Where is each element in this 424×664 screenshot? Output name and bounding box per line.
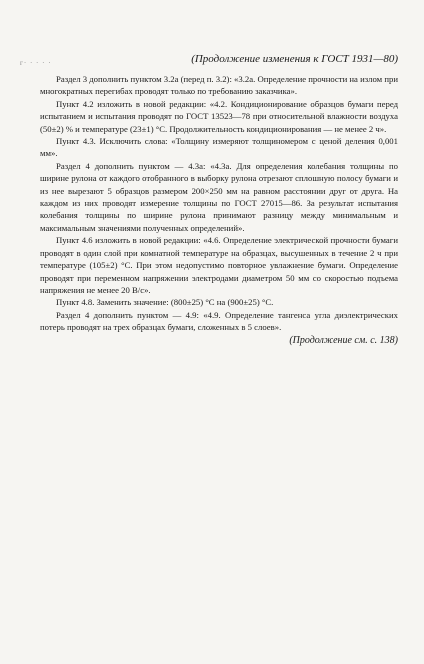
document-body [40,73,398,347]
paragraph-section3-3-2a: Раздел 3 дополнить пунктом 3.2а (перед п. 3.2): «3.2а. Определение прочности на излом при многократных перегибах проводят только по требованию заказчика». [40,74,398,97]
paragraph-item-4-6: Пункт 4.6 изложить в новой редакции: «4.6. Определение электрической прочности бумаги проводят в один слой при комнатной температуре на образцах, высушенных в течение 2 ч при температуре (105±2) °С. При этом недопустимо повторное увлажнение бумаги. Определение проводят при переменном напряжении электродами диаметром 50 мм со скоростью подъема напряжения не менее 20 В/с». [40,235,398,295]
page-header: (Продолжение изменения к ГОСТ 1931—80) [191,53,398,65]
corner-mark: г· · · · · [20,59,52,67]
paragraph-item-4-9: Раздел 4 дополнить пунктом — 4.9: «4.9. Определение тангенса угла диэлектрических потерь проводят на трех образцах бумаги, сложенных в 5 слоев». [40,309,398,333]
continuation-note: (Продолжение см. с. 138) [289,334,398,346]
paragraph-item-4-3a: Раздел 4 дополнить пунктом — 4.3а: «4.3а. Для определения колебания толщины по ширине рулона от каждого отобранного в выборку рулона отрезают сплошную полосу бумаги и из нее вырезают 5 образцов размером 200×250 мм на равном расстоянии друг от друга. На каждом из них проводят измерение толщины по ГОСТ 27015—86. За результат испытания колебания толщины по ширине рулона принимают разницу между минимальным и максимальным значениями полученных определений». [40,160,398,233]
paragraph-item-4-8: Пункт 4.8. Заменить значение: (800±25) °С на (900±25) °С. [56,297,274,308]
paragraph-item-4-3: Пункт 4.3. Исключить слова: «Толщину измеряют толщиномером с ценой деления 0,001 мм». [40,136,398,159]
paragraph-item-4-2: Пункт 4.2 изложить в новой редакции: «4.2. Кондиционирование образцов бумаги перед испытанием и испытания проводят по ГОСТ 13523—78 при относительной влажности воздуха (50±2) % и температуре (23±1) °С. Продолжительность кондиционирования — не менее 2 ч». [40,98,398,134]
